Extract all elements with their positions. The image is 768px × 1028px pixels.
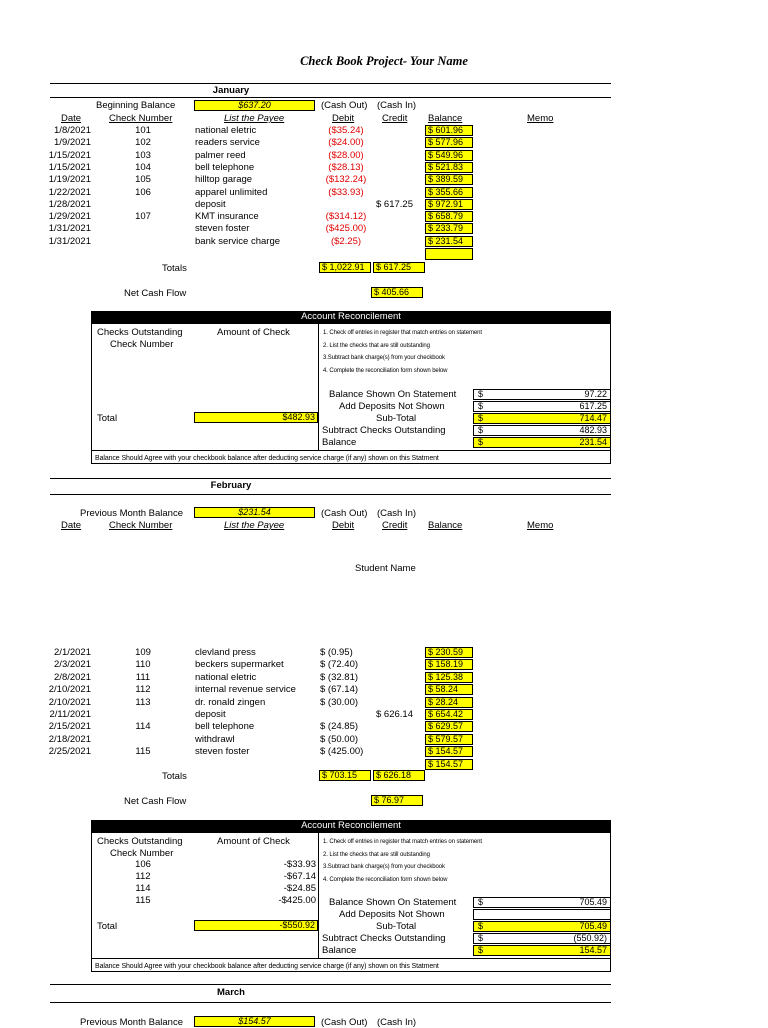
reconcile-line-value[interactable]: [473, 945, 611, 956]
row-date: 2/1/2021: [54, 647, 91, 658]
outstanding-check-number: 114: [135, 883, 151, 894]
outstanding-check-amount: -$33.93: [283, 859, 316, 870]
row-debit: ($2.25): [330, 235, 362, 247]
row-payee: KMT insurance: [195, 211, 259, 223]
row-payee: withdrawl: [195, 733, 235, 745]
row-payee: bell telephone: [195, 161, 255, 173]
row-balance[interactable]: $ 158.19: [425, 659, 473, 670]
currency-symbol: $: [478, 437, 484, 447]
instruction-line: 1. Check off entries in register that match entries on statement: [323, 330, 482, 336]
reconcile-line-value[interactable]: [473, 933, 611, 944]
net-cash-flow-label: Net Cash Flow: [124, 796, 187, 807]
row-debit: $ (67.14): [320, 684, 359, 696]
reconcile-line-value[interactable]: [473, 425, 611, 436]
outstanding-col-label: Checks Outstanding: [97, 836, 183, 847]
row-payee: steven foster: [195, 746, 250, 758]
previous-balance-label: Previous Month Balance: [80, 508, 183, 519]
reconcile-line-label: Sub-Total: [376, 921, 417, 932]
reconcile-line-label: Balance: [322, 437, 357, 448]
row-balance[interactable]: $ 601.96: [425, 125, 473, 136]
row-balance[interactable]: $ 658.79: [425, 211, 473, 222]
row-date: 1/28/2021: [48, 198, 91, 210]
reconcile-line-value[interactable]: [473, 401, 611, 412]
reconcilement-heading: Account Reconcilement: [91, 820, 611, 832]
reconcile-footer: Balance Should Agree with your checkbook balance after deducting service charge (if any) shown on this Statment: [95, 963, 439, 970]
outstanding-check-number: 112: [135, 871, 151, 882]
reconcile-line-value[interactable]: [473, 909, 611, 920]
reconcile-line-value[interactable]: [473, 389, 611, 400]
reconcile-line-label: Add Deposits Not Shown: [339, 401, 445, 412]
amount: 705.49: [579, 921, 607, 931]
previous-balance-value[interactable]: $154.57: [194, 1016, 315, 1027]
header-debit: Debit: [332, 113, 355, 124]
total-credit[interactable]: $ 617.25: [373, 262, 425, 273]
currency-symbol: $: [478, 945, 484, 955]
totals-label: Totals: [162, 771, 187, 782]
instruction-line: 2. List the checks that are still outstanding: [323, 851, 430, 858]
row-balance[interactable]: $ 389.59: [425, 174, 473, 185]
row-balance[interactable]: $ 125.38: [425, 672, 473, 683]
divider: [50, 97, 611, 98]
row-check-number: 106: [135, 186, 151, 198]
row-check-number: 114: [135, 721, 151, 733]
row-date: 2/8/2021: [54, 671, 91, 683]
row-payee: steven foster: [195, 223, 250, 235]
instruction-line: 4. Complete the reconciliation form shown below: [323, 876, 448, 883]
outstanding-check-number: 106: [135, 859, 151, 870]
amount: 714.47: [579, 413, 607, 423]
cash-out-label: (Cash Out): [321, 1017, 368, 1028]
previous-balance-value[interactable]: $231.54: [194, 507, 315, 518]
row-payee: apparel unlimited: [195, 186, 268, 198]
header-payee: List the Payee: [224, 113, 285, 124]
row-payee: deposit: [195, 198, 226, 210]
reconcile-line-label: Subtract Checks Outstanding: [322, 933, 446, 944]
row-date: 2/3/2021: [54, 659, 91, 671]
divider: [91, 450, 611, 451]
header-check-number: Check Number: [109, 113, 173, 124]
reconcile-line-label: Balance: [322, 945, 357, 956]
row-debit: ($24.00): [328, 137, 364, 149]
row-payee: hilltop garage: [195, 174, 253, 186]
cash-in-label: (Cash In): [377, 100, 417, 111]
reconcile-line-value[interactable]: [473, 437, 611, 448]
row-check-number: 107: [135, 211, 151, 223]
row-balance[interactable]: $ 154.57: [425, 746, 473, 757]
row-balance[interactable]: $ 629.57: [425, 721, 473, 732]
row-date: 1/15/2021: [48, 161, 91, 173]
row-payee: clevland press: [195, 647, 256, 658]
row-payee: deposit: [195, 709, 226, 720]
row-debit: $ (72.40): [320, 659, 359, 671]
total-debit[interactable]: $ 703.15: [319, 770, 371, 781]
totals-label: Totals: [162, 263, 187, 274]
row-payee: readers service: [195, 137, 260, 149]
header-debit: Debit: [332, 520, 355, 531]
outstanding-total-label: Total: [97, 413, 118, 424]
divider: [50, 83, 611, 84]
row-balance[interactable]: $ 233.79: [425, 223, 473, 234]
amount-col-label: Amount of Check: [217, 836, 290, 847]
row-check-number: 110: [135, 659, 151, 671]
row-payee: bell telephone: [195, 721, 255, 733]
row-debit: ($425.00): [325, 223, 367, 235]
reconcile-line-label: Add Deposits Not Shown: [339, 909, 445, 920]
currency-symbol: $: [478, 389, 484, 399]
row-balance[interactable]: $ 549.96: [425, 150, 473, 161]
row-check-number: 101: [135, 125, 151, 136]
instruction-line: 3.Subtract bank charge(s) from your checkbook: [323, 355, 445, 361]
currency-symbol: $: [478, 401, 484, 411]
row-date: 1/15/2021: [48, 149, 91, 161]
reconcile-line-label: Sub-Total: [376, 413, 417, 424]
row-date: 1/9/2021: [54, 137, 91, 149]
page-title: Check Book Project- Your Name: [300, 54, 468, 68]
amount: 154.57: [579, 945, 607, 955]
row-balance[interactable]: $ 579.57: [425, 734, 473, 745]
outstanding-col-label: Checks Outstanding: [97, 327, 183, 338]
reconcile-line-value[interactable]: [473, 897, 611, 908]
row-debit: ($33.93): [328, 186, 364, 198]
row-date: 2/10/2021: [48, 696, 91, 708]
header-credit: Credit: [382, 113, 408, 124]
row-payee: dr. ronald zingen: [195, 696, 266, 708]
row-balance[interactable]: $ 654.42: [425, 709, 473, 720]
reconcile-footer: Balance Should Agree with your checkbook balance after deducting service charge (if any) shown on this Statment: [95, 455, 439, 462]
outstanding-check-amount: -$67.14: [283, 871, 316, 882]
header-balance: Balance: [428, 520, 463, 531]
row-debit: ($35.24): [328, 125, 364, 136]
divider: [50, 984, 611, 985]
row-date: 1/31/2021: [48, 235, 91, 247]
row-check-number: 111: [135, 671, 151, 683]
net-cash-flow-value[interactable]: $ 76.97: [371, 795, 423, 806]
cash-out-label: (Cash Out): [321, 100, 368, 111]
row-check-number: 115: [135, 746, 151, 758]
row-balance[interactable]: $ 231.54: [425, 236, 473, 247]
currency-symbol: $: [478, 425, 484, 435]
row-debit: $ (425.00): [320, 746, 364, 758]
row-payee: palmer reed: [195, 149, 246, 161]
header-balance: Balance: [428, 113, 463, 124]
reconcile-line-label: Subtract Checks Outstanding: [322, 425, 446, 436]
row-debit: $ (0.95): [320, 647, 353, 658]
row-debit: $ (50.00): [320, 733, 359, 745]
amount: 482.93: [579, 425, 607, 435]
row-date: 2/25/2021: [48, 746, 91, 758]
row-payee: beckers supermarket: [195, 659, 284, 671]
previous-balance-label: Previous Month Balance: [80, 1017, 183, 1028]
row-balance[interactable]: $ 355.66: [425, 187, 473, 198]
outstanding-total-value[interactable]: -$550.92: [194, 920, 318, 931]
row-date: 1/8/2021: [54, 125, 91, 136]
currency-symbol: $: [478, 921, 484, 931]
instruction-line: 2. List the checks that are still outstanding: [323, 342, 430, 349]
amount: 231.54: [579, 437, 607, 447]
row-payee: national eletric: [195, 671, 257, 683]
divider: [50, 1002, 611, 1003]
row-balance[interactable]: $ 154.57: [425, 759, 473, 770]
row-debit: $ (30.00): [320, 696, 359, 708]
currency-symbol: $: [478, 897, 484, 907]
check-number-col-label: Check Number: [110, 848, 174, 859]
row-credit: $ 626.14: [376, 709, 413, 720]
header-credit: Credit: [382, 520, 408, 531]
divider: [50, 494, 611, 495]
cash-out-label: (Cash Out): [321, 508, 368, 519]
header-memo: Memo: [527, 113, 554, 124]
month-heading-february: February: [210, 480, 252, 491]
outstanding-check-amount: -$425.00: [278, 895, 316, 906]
net-cash-flow-label: Net Cash Flow: [124, 288, 187, 299]
instruction-line: 4. Complete the reconciliation form shown below: [323, 367, 448, 374]
row-balance[interactable]: $ 577.96: [425, 137, 473, 148]
row-date: 1/29/2021: [48, 211, 91, 223]
amount: 705.49: [579, 897, 607, 907]
header-date: Date: [61, 113, 82, 124]
instruction-line: 1. Check off entries in register that match entries on statement: [323, 839, 482, 845]
row-payee: bank service charge: [195, 235, 281, 247]
net-cash-flow-value[interactable]: $ 405.66: [371, 287, 423, 298]
divider: [91, 958, 611, 959]
cash-in-label: (Cash In): [377, 508, 417, 519]
row-check-number: 112: [135, 684, 151, 696]
outstanding-total-value[interactable]: $482.93: [194, 412, 318, 423]
reconcile-line-value[interactable]: [473, 921, 611, 932]
row-date: 1/31/2021: [48, 223, 91, 235]
header-check-number: Check Number: [109, 520, 173, 531]
row-check-number: 109: [135, 647, 151, 658]
row-payee: national eletric: [195, 125, 257, 136]
amount: 617.25: [579, 401, 607, 411]
row-balance[interactable]: $ 521.83: [425, 162, 473, 173]
header-payee: List the Payee: [224, 520, 285, 531]
row-debit: $ (32.81): [320, 671, 359, 683]
instruction-line: 3.Subtract bank charge(s) from your checkbook: [323, 864, 445, 870]
row-balance[interactable]: $ 972.91: [425, 199, 473, 210]
row-balance[interactable]: $ 28.24: [425, 697, 473, 708]
row-debit: ($28.13): [328, 161, 364, 173]
amount: (550.92): [573, 933, 607, 943]
month-heading-march: March: [217, 987, 245, 998]
row-credit: $ 617.25: [376, 198, 413, 210]
total-credit[interactable]: $ 626.18: [373, 770, 425, 781]
cash-in-label: (Cash In): [377, 1017, 417, 1028]
balance-cell-empty[interactable]: [425, 248, 473, 260]
row-debit: ($132.24): [325, 174, 367, 186]
student-name: Student Name: [355, 563, 416, 574]
row-date: 1/19/2021: [48, 174, 91, 186]
row-check-number: 103: [135, 149, 151, 161]
beginning-balance-value[interactable]: $637.20: [194, 100, 315, 111]
row-payee: internal revenue service: [195, 684, 296, 696]
reconcile-line-label: Balance Shown On Statement: [329, 897, 457, 908]
check-number-col-label: Check Number: [110, 339, 174, 350]
row-check-number: 104: [135, 161, 151, 173]
amount: 97.22: [584, 389, 607, 399]
row-debit: ($28.00): [328, 149, 364, 161]
currency-symbol: $: [478, 933, 484, 943]
row-check-number: 105: [135, 174, 151, 186]
total-debit[interactable]: $ 1,022.91: [319, 262, 371, 273]
beginning-balance-label: Beginning Balance: [96, 100, 176, 111]
divider: [50, 478, 611, 479]
row-balance[interactable]: $ 58.24: [425, 684, 473, 695]
outstanding-total-label: Total: [97, 921, 118, 932]
outstanding-check-amount: -$24.85: [283, 883, 316, 894]
row-check-number: 102: [135, 137, 151, 149]
row-balance[interactable]: $ 230.59: [425, 647, 473, 658]
row-check-number: 113: [135, 696, 151, 708]
outstanding-check-number: 115: [135, 895, 151, 906]
row-date: 2/10/2021: [48, 684, 91, 696]
header-date: Date: [61, 520, 82, 531]
amount-col-label: Amount of Check: [217, 327, 290, 338]
header-memo: Memo: [527, 520, 554, 531]
reconcile-line-label: Balance Shown On Statement: [329, 389, 457, 400]
row-date: 1/22/2021: [48, 186, 91, 198]
row-date: 2/15/2021: [48, 721, 91, 733]
reconcilement-heading: Account Reconcilement: [91, 311, 611, 323]
row-debit: $ (24.85): [320, 721, 359, 733]
currency-symbol: $: [478, 413, 484, 423]
month-heading-january: January: [212, 85, 250, 96]
reconcile-line-value[interactable]: [473, 413, 611, 424]
row-date: 2/11/2021: [49, 709, 91, 720]
row-debit: ($314.12): [325, 211, 367, 223]
row-date: 2/18/2021: [48, 733, 91, 745]
